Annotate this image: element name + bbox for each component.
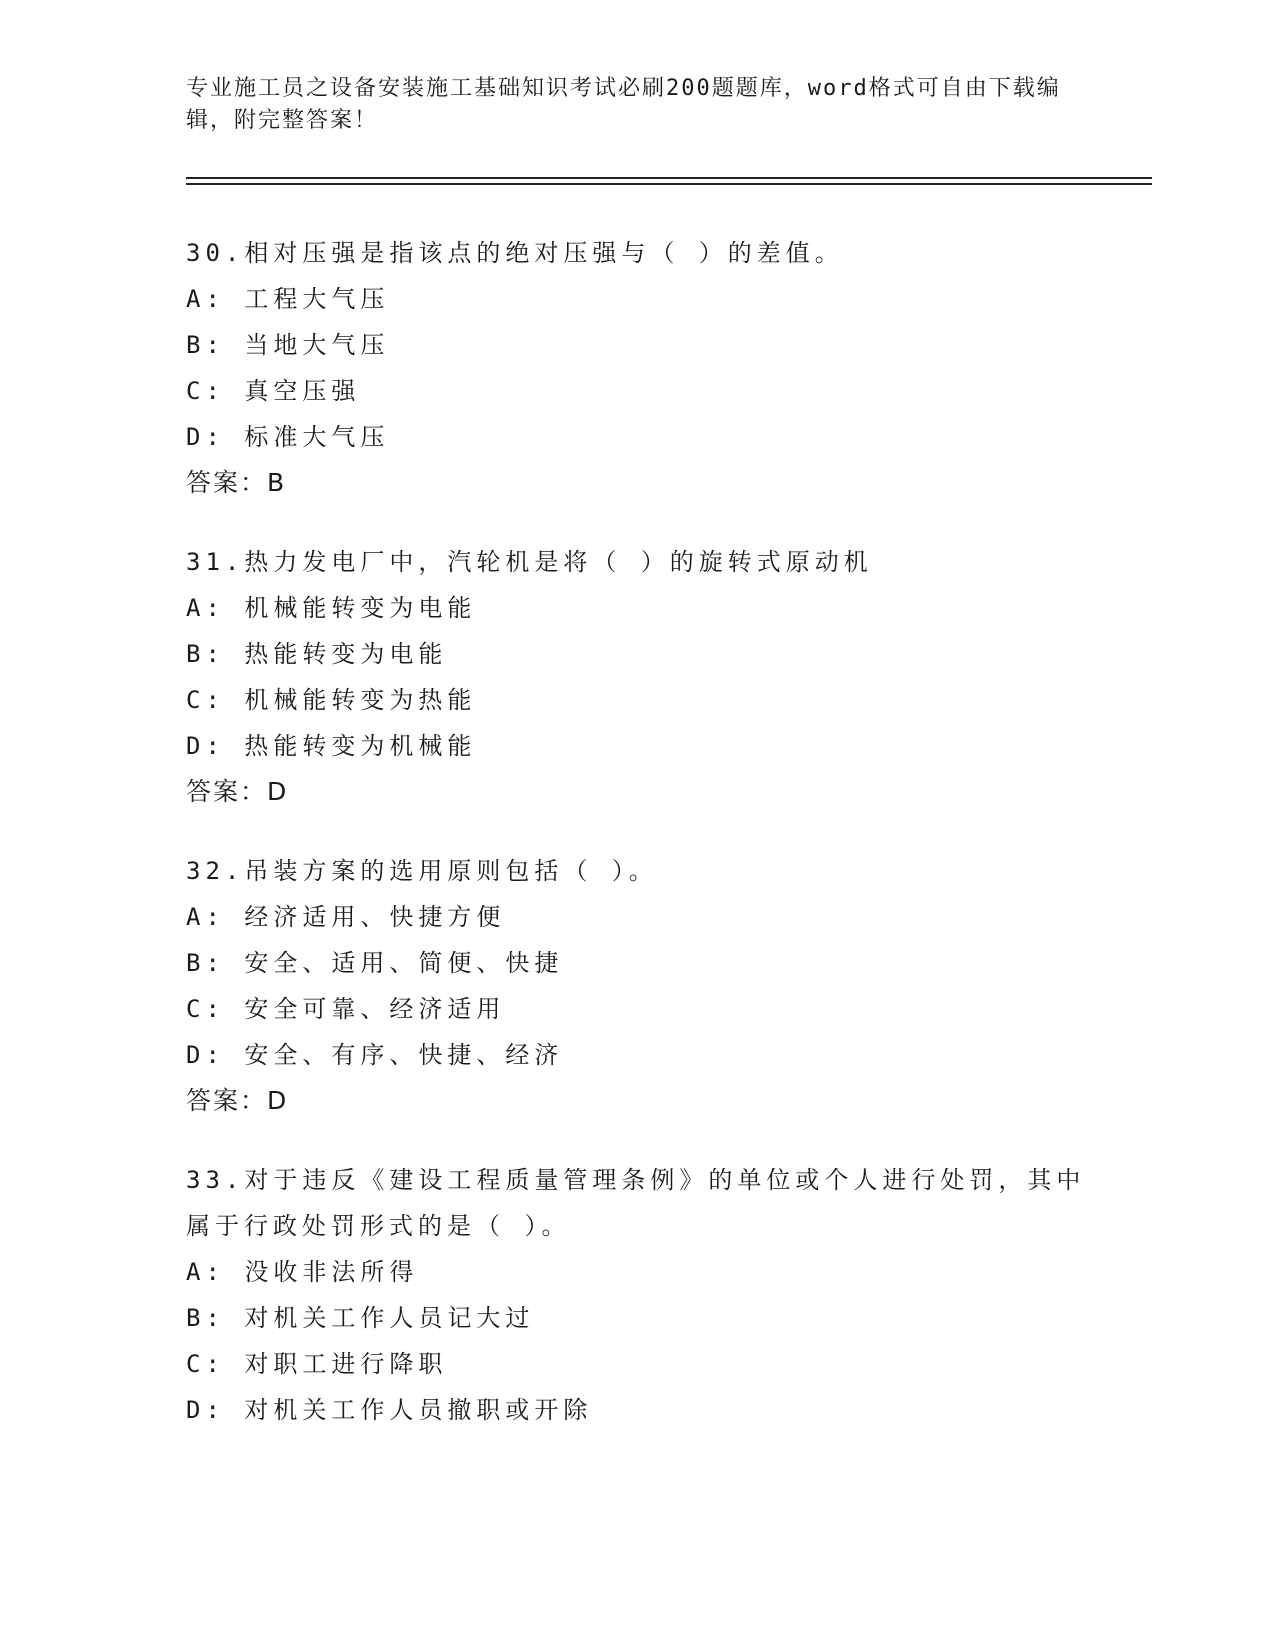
answer-label: 答案：D [186,777,289,806]
option-c: C: 真空压强 [186,377,361,405]
option-b: B: 对机关工作人员记大过 [186,1304,535,1332]
question-33 [186,1157,1086,1433]
option-a: A: 工程大气压 [186,285,390,313]
option-b: B: 安全、适用、简便、快捷 [186,949,564,977]
question-30 [186,230,1086,506]
option-d: D: 对机关工作人员撤职或开除 [186,1396,593,1424]
option-b: B: 热能转变为电能 [186,640,448,668]
option-b: B: 当地大气压 [186,331,390,359]
header-divider-top [186,177,1152,179]
question-stem: 33.对于违反《建设工程质量管理条例》的单位或个人进行处罚，其中属于行政处罚形式的是（ ）。 [186,1166,1086,1240]
option-a: A: 没收非法所得 [186,1258,419,1286]
option-d: D: 安全、有序、快捷、经济 [186,1041,564,1069]
option-c: C: 对职工进行降职 [186,1350,448,1378]
option-d: D: 标准大气压 [186,423,390,451]
option-a: A: 机械能转变为电能 [186,594,477,622]
question-stem: 32.吊装方案的选用原则包括（ ）。 [186,857,658,885]
document-title: 专业施工员之设备安装施工基础知识考试必刷200题题库，word格式可自由下载编辑，附完整答案！ [186,76,1061,133]
answer-label: 答案：D [186,1086,289,1115]
question-list [186,230,1086,1466]
answer-label: 答案：B [186,468,287,497]
option-c: C: 安全可靠、经济适用 [186,995,506,1023]
option-c: C: 机械能转变为热能 [186,686,477,714]
header-divider-bottom [186,183,1152,185]
question-stem: 30.相对压强是指该点的绝对压强与（ ）的差值。 [186,239,844,267]
question-31 [186,539,1086,815]
question-stem: 31.热力发电厂中，汽轮机是将（ ）的旋转式原动机 [186,548,873,576]
question-32 [186,848,1086,1124]
option-d: D: 热能转变为机械能 [186,732,477,760]
option-a: A: 经济适用、快捷方便 [186,903,506,931]
